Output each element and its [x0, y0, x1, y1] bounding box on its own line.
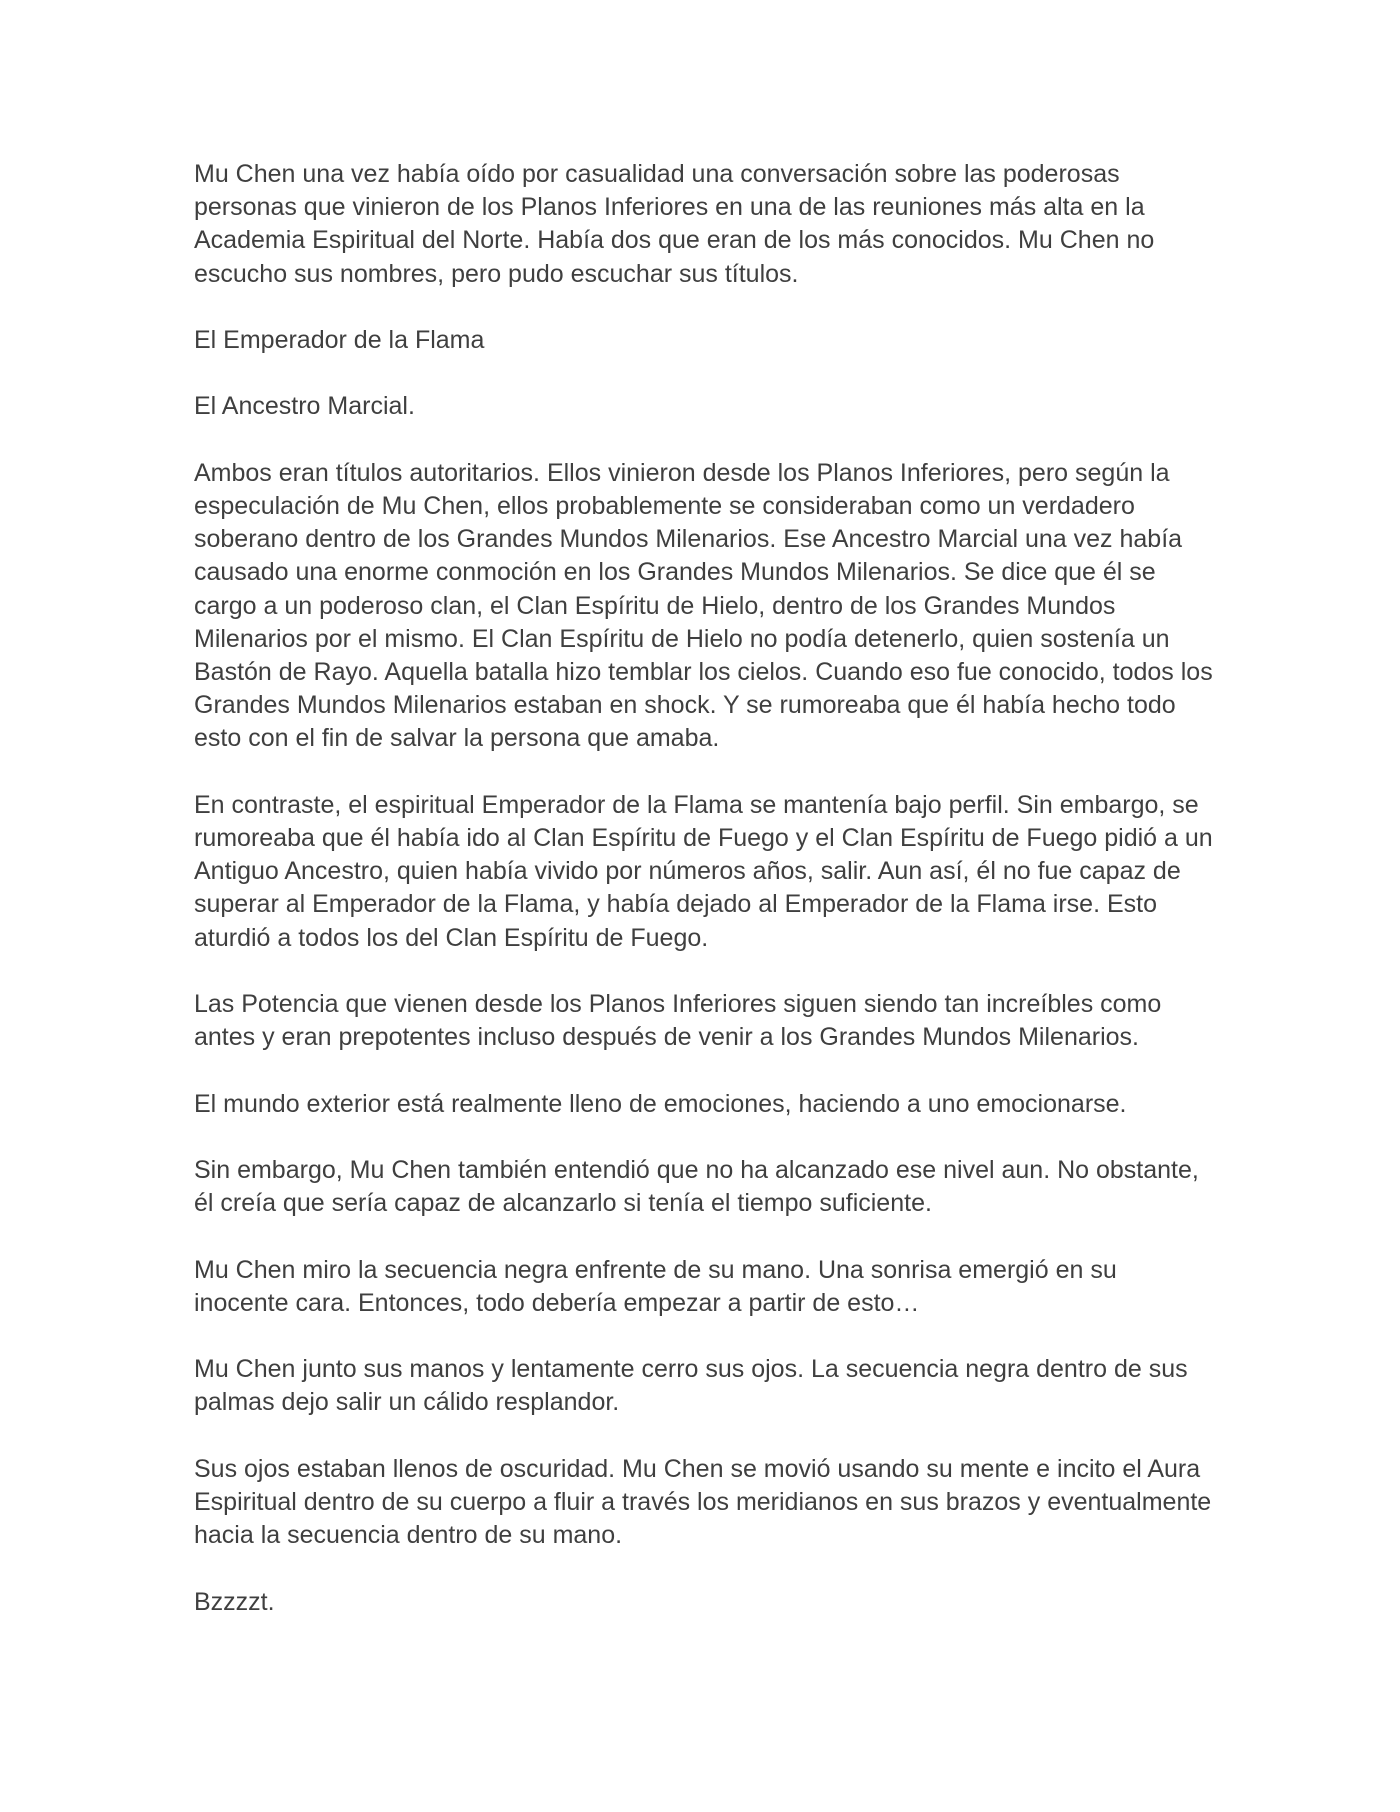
paragraph-closed-eyes: Mu Chen junto sus manos y lentamente cerro sus ojos. La secuencia negra dentro de sus palmas dejo salir un cálido resplandor. — [194, 1355, 1188, 1417]
paragraph-authoritative-titles: Ambos eran títulos autoritarios. Ellos vinieron desde los Planos Inferiores, pero según la especulación de Mu Chen, ellos probablemente se consideraban como un verdadero soberano dentro de los Grandes Mundos Milenarios. Ese Ancestro Marcial una vez había causado una enorme conmoción en los Grandes Mundos Milenarios. Se dice que él se cargo a un poderoso clan, el Clan Espíritu de Hielo, dentro de los Grandes Mundos Milenarios por el mismo. El Clan Espíritu de Hielo no podía detenerlo, quien sostenía un Bastón de Rayo. Aquella batalla hizo temblar los cielos. Cuando eso fue conocido, todos los Grandes Mundos Milenarios estaban en shock. Y se rumoreaba que él había hecho todo esto con el fin de salvar la persona que amaba. — [194, 458, 1213, 753]
paragraph-spiritual-aura: Sus ojos estaban llenos de oscuridad. Mu Chen se movió usando su mente e incito el Aura Espiritual dentro de su cuerpo a fluir a través los meridianos en sus brazos y eventualmente hacia la secuencia dentro de su mano. — [194, 1454, 1212, 1550]
paragraph-outside-world: El mundo exterior está realmente lleno de emociones, haciendo a uno emocionarse. — [194, 1089, 1127, 1118]
paragraph-overheard-conversation: Mu Chen una vez había oído por casualidad una conversación sobre las poderosas personas que vinieron de los Planos Inferiores en una de las reuniones más alta en la Academia Espiritual del Norte. Había dos que eran de los más conocidos. Mu Chen no escucho sus nombres, pero pudo escuchar sus títulos. — [194, 160, 1155, 288]
paragraph-lower-planes-powers: Las Potencia que vienen desde los Planos Inferiores siguen siendo tan increíbles como antes y eran prepotentes incluso después de venir a los Grandes Mundos Milenarios. — [194, 990, 1162, 1052]
paragraph-not-reached-level: Sin embargo, Mu Chen también entendió que no ha alcanzado ese nivel aun. No obstante, él creía que sería capaz de alcanzarlo si tenía el tiempo suficiente. — [194, 1155, 1199, 1218]
paragraph-title-flame-emperor: El Emperador de la Flama — [194, 326, 485, 354]
document-body — [194, 158, 1214, 1619]
paragraph-flame-emperor-profile: En contraste, el espiritual Emperador de la Flama se mantenía bajo perfil. Sin embargo, se rumoreaba que él había ido al Clan Espíritu de Fuego y el Clan Espíritu de Fuego pidió a un Antiguo Ancestro, quien había vivido por números años, salir. Aun así, él no fue capaz de superar al Emperador de la Flama, y había dejado al Emperador de la Flama irse. Esto aturdió a todos los del Clan Espíritu de Fuego. — [194, 790, 1213, 952]
paragraph-sound-effect: Bzzzzt. — [194, 1587, 275, 1616]
paragraph-black-sequence: Mu Chen miro la secuencia negra enfrente de su mano. Una sonrisa emergió en su inocente cara. Entonces, todo debería empezar a partir de esto… — [194, 1255, 1117, 1317]
paragraph-title-martial-ancestor: El Ancestro Marcial. — [194, 392, 415, 421]
